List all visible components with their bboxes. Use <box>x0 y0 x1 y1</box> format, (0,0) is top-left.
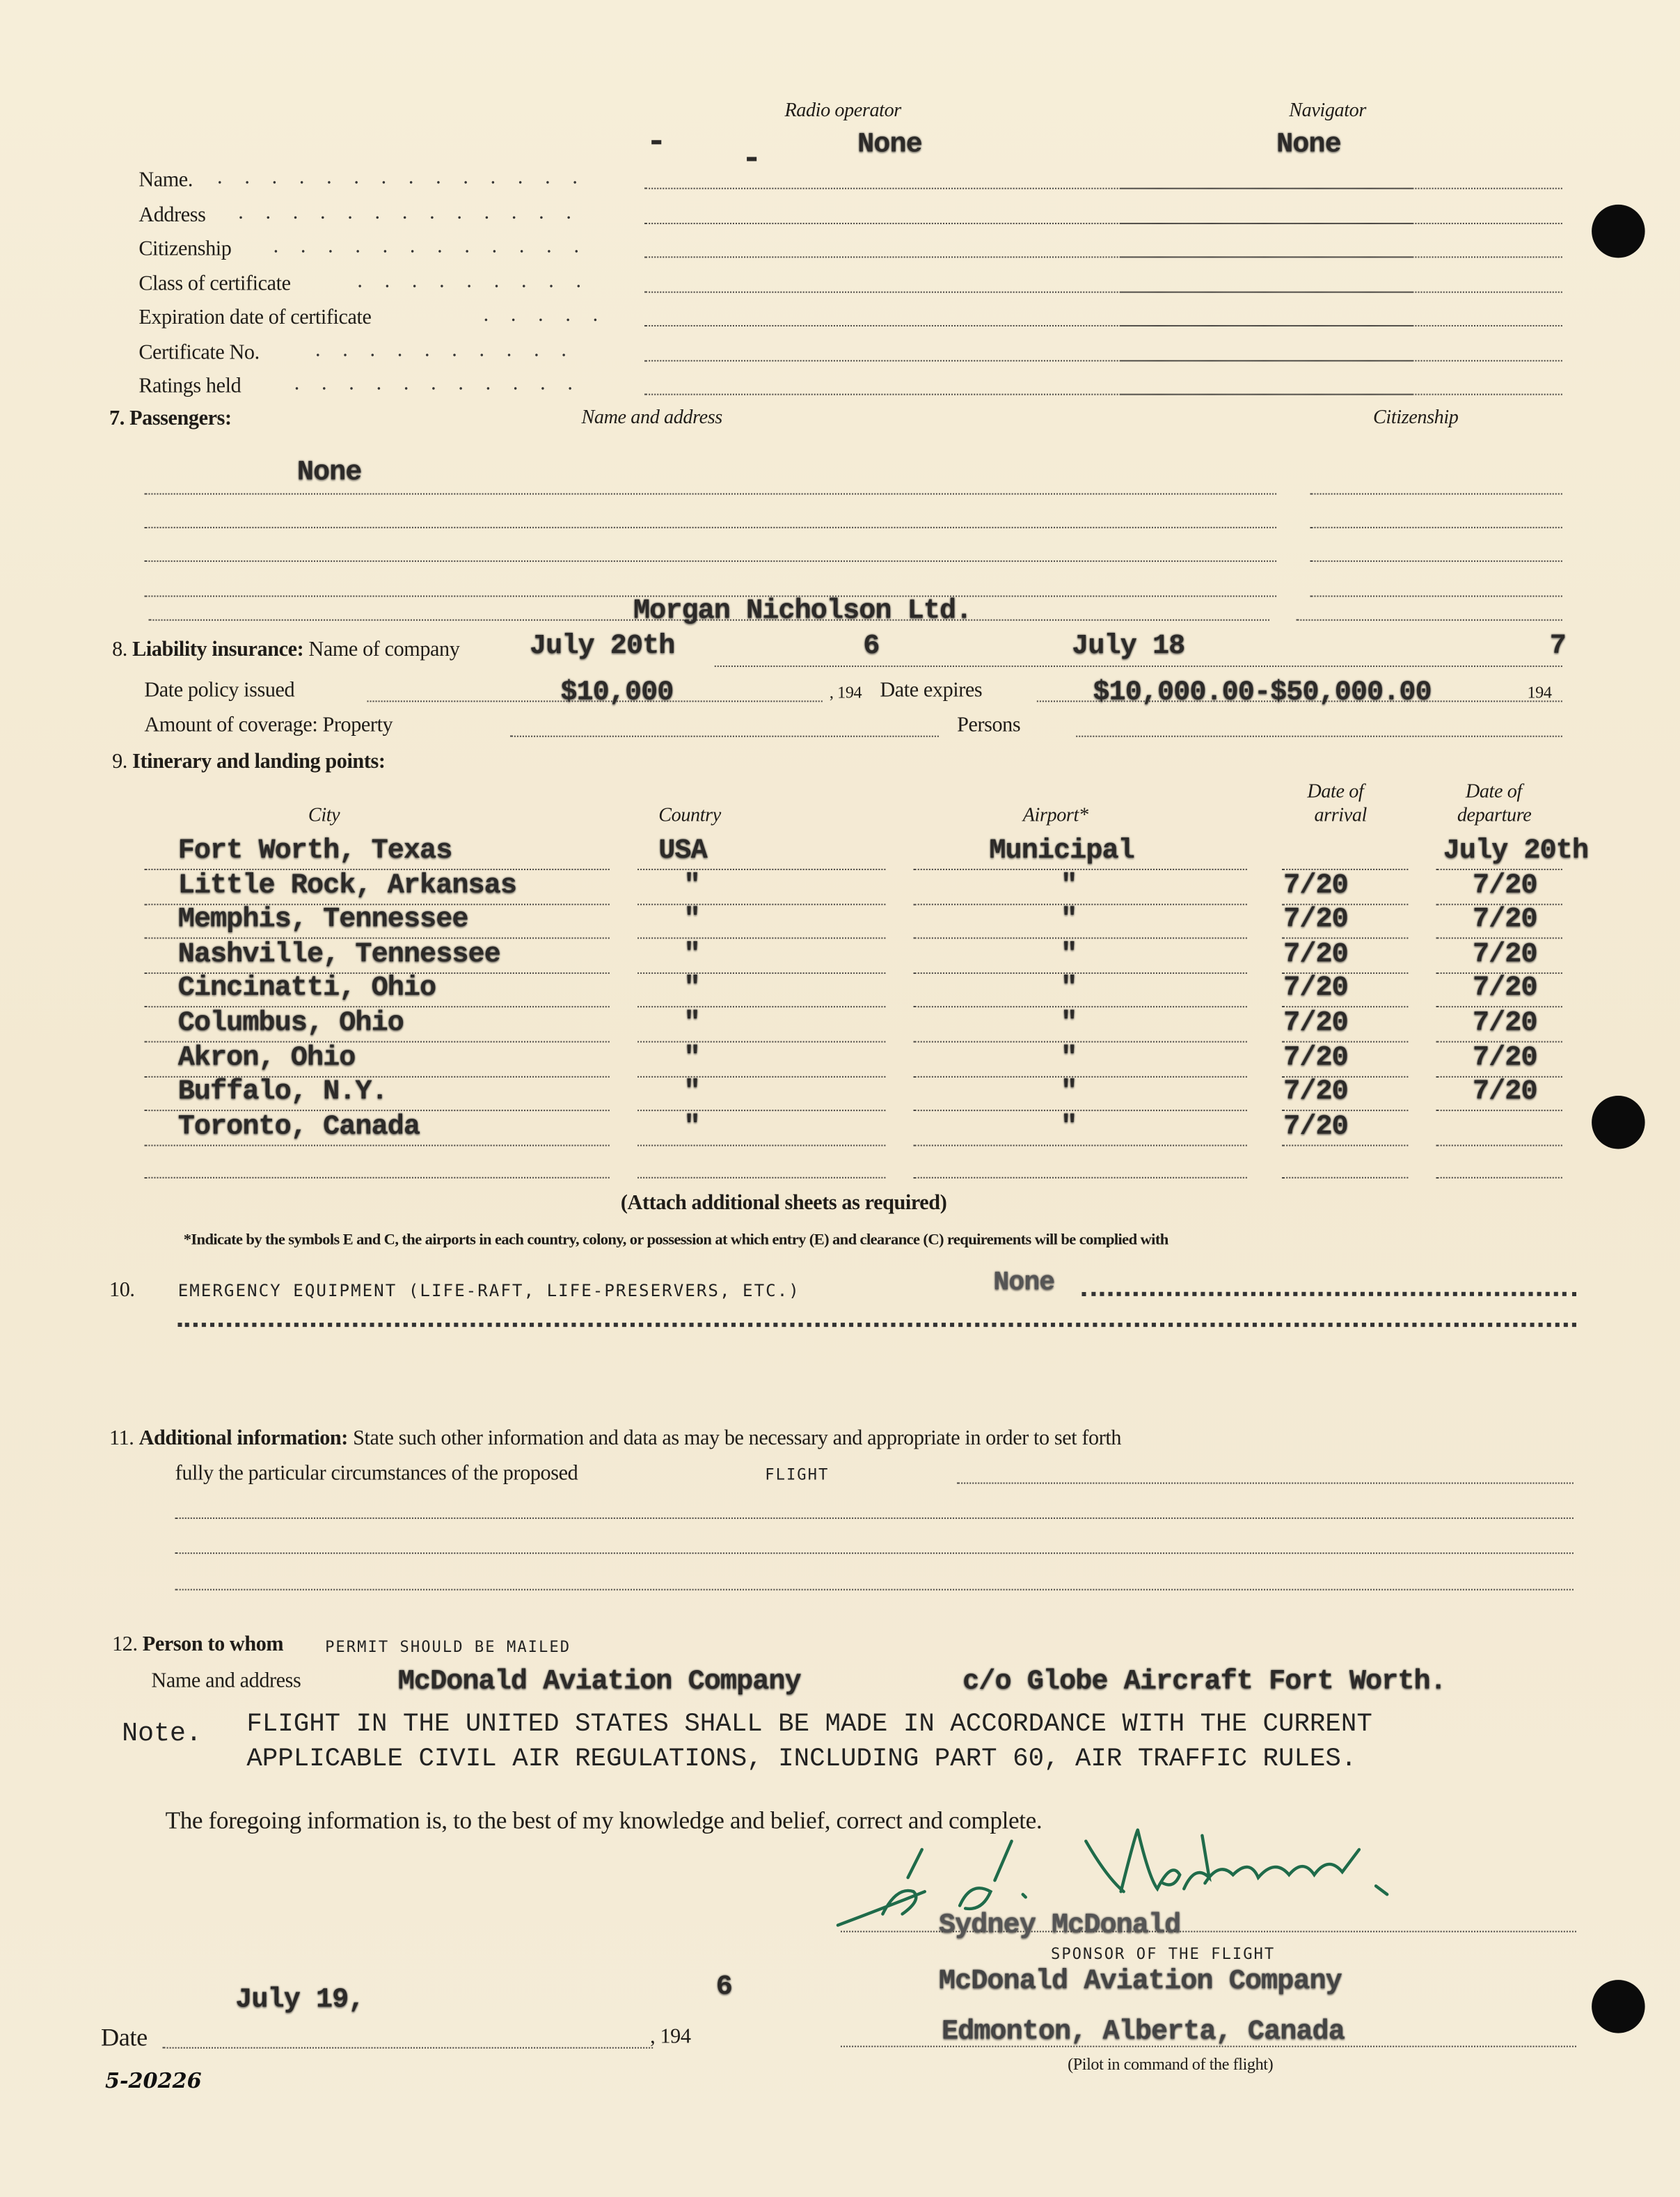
itinerary-city: Little Rock, Arkansas <box>177 869 516 902</box>
passengers-value: None <box>296 457 362 489</box>
section-title: Itinerary and landing points: <box>132 750 386 774</box>
navigator-field-line <box>1121 325 1562 326</box>
pilot-line <box>841 2046 1576 2047</box>
punch-hole <box>1592 205 1645 258</box>
emergency-equipment-label: EMERGENCY EQUIPMENT (LIFE-RAFT, LIFE-PRESERVERS, ETC.) <box>177 1280 800 1300</box>
airport-line <box>914 972 1247 973</box>
itinerary-country: USA <box>658 835 707 867</box>
passengers-label <box>109 408 232 432</box>
passenger-name-line <box>144 527 1276 528</box>
sponsor-company: McDonald Aviation Company <box>938 1965 1342 1999</box>
section-number: 7. <box>109 407 125 430</box>
itinerary-arrival: 7/20 <box>1283 904 1348 936</box>
itinerary-airport: " <box>1061 1110 1077 1144</box>
certification-statement: The foregoing information is, to the best of my knowledge and belief, correct and complete. <box>165 1806 1043 1834</box>
itinerary-city: Toronto, Canada <box>177 1110 420 1144</box>
additional-info-typed: FLIGHT <box>765 1465 830 1484</box>
passenger-name-line <box>144 560 1276 562</box>
year-expires-prefix: 194 <box>1527 682 1552 702</box>
itinerary-city: Fort Worth, Texas <box>177 835 452 867</box>
emergency-line-2 <box>178 1323 1576 1327</box>
itinerary-departure: 7/20 <box>1472 869 1537 902</box>
arrival-header-line2: arrival <box>1314 805 1367 827</box>
property-line <box>510 736 939 737</box>
section-number: 11. <box>109 1428 134 1451</box>
departure-header-line1: Date of <box>1465 782 1522 803</box>
persons-label: Persons <box>957 714 1021 737</box>
stray-mark <box>651 140 661 144</box>
country-line <box>637 1076 885 1077</box>
additional-line <box>957 1483 1574 1484</box>
insurance-line <box>715 666 1562 667</box>
airport-line <box>914 1144 1247 1146</box>
additional-line <box>175 1589 1574 1591</box>
country-line <box>637 1007 885 1008</box>
itinerary-arrival: 7/20 <box>1283 869 1348 902</box>
section-number: 12. <box>112 1633 138 1657</box>
passenger-name-line <box>144 494 1276 495</box>
passenger-citizenship-line <box>1310 595 1562 597</box>
itinerary-airport: " <box>1061 1007 1077 1040</box>
date-line <box>163 2047 653 2049</box>
airport-line <box>914 1110 1247 1112</box>
additional-info-line-2: fully the particular circumstances of the proposed <box>175 1463 578 1486</box>
airport-header: Airport* <box>1022 805 1088 827</box>
passenger-citizenship-line <box>1310 527 1562 528</box>
permit-label <box>112 1634 283 1657</box>
itinerary-airport: " <box>1061 1076 1077 1109</box>
itinerary-country: " <box>683 869 700 902</box>
itinerary-departure: 7/20 <box>1472 938 1537 971</box>
itinerary-departure: 7/20 <box>1472 1076 1537 1109</box>
airport-footnote: *Indicate by the symbols E and C, the airports in each country, colony, or possession at which entry (E) and clearance (C) requirements will be complied with <box>183 1231 1168 1249</box>
itinerary-country: " <box>683 972 700 1005</box>
section-title: Liability insurance: <box>132 638 304 662</box>
itinerary-arrival: 7/20 <box>1283 1110 1348 1144</box>
pilot-caption: (Pilot in command of the flight) <box>1068 2054 1274 2074</box>
itinerary-country: " <box>683 1041 700 1074</box>
departure-line <box>1436 1110 1562 1112</box>
itinerary-departure: 7/20 <box>1472 972 1537 1005</box>
section-title: Passengers: <box>129 407 232 430</box>
country-line <box>637 1177 885 1179</box>
company-line-2 <box>1296 620 1562 621</box>
itinerary-country: " <box>683 904 700 936</box>
permit-recipient-address: c/o Globe Aircraft Fort Worth. <box>962 1666 1446 1699</box>
date-expires: July 18 <box>1072 630 1185 663</box>
country-line <box>637 1144 885 1146</box>
city-line <box>144 1177 609 1179</box>
passenger-citizenship-line <box>1310 560 1562 562</box>
section-title: Additional information: <box>138 1428 348 1451</box>
airport-line <box>914 938 1247 939</box>
permit-typed-label: PERMIT SHOULD BE MAILED <box>325 1637 571 1657</box>
additional-line <box>175 1552 1574 1554</box>
itinerary-country: " <box>683 1110 700 1144</box>
departure-line <box>1436 1177 1562 1179</box>
coverage-label: Amount of coverage: Property <box>144 714 393 737</box>
date-year-digit: 6 <box>715 1971 732 2004</box>
sponsor-role: SPONSOR OF THE FLIGHT <box>1050 1944 1276 1963</box>
dot-leader: . . . . . . . . . . <box>315 338 575 361</box>
navigator-field-line <box>1121 359 1562 361</box>
itinerary-departure: 7/20 <box>1472 1007 1537 1040</box>
date-policy-issued-label: Date policy issued <box>144 679 295 702</box>
passengers-name-header: Name and address <box>581 407 722 429</box>
section-number: 10. <box>109 1279 135 1302</box>
year-expires-digit: 7 <box>1549 630 1566 663</box>
itinerary-city: Akron, Ohio <box>177 1041 356 1074</box>
file-number: 5-20226 <box>104 2068 202 2094</box>
itinerary-city: Buffalo, N.Y. <box>177 1076 388 1109</box>
additional-info-line-1 <box>109 1428 1121 1451</box>
date-value: July 19, <box>235 1984 365 2017</box>
passenger-citizenship-line <box>1310 494 1562 495</box>
punch-hole <box>1592 1096 1645 1149</box>
punch-hole <box>1592 1980 1645 2033</box>
company-name-label: Name of company <box>308 638 460 662</box>
crew-field-label: Citizenship <box>138 238 232 261</box>
itinerary-city: Columbus, Ohio <box>177 1007 404 1040</box>
itinerary-city: Nashville, Tennessee <box>177 938 500 971</box>
city-header: City <box>308 805 340 827</box>
date-policy-issued: July 20th <box>530 630 675 663</box>
emergency-line <box>1081 1292 1576 1296</box>
airport-line <box>914 1007 1247 1008</box>
navigator-value: None <box>1276 129 1341 162</box>
note-line-2: APPLICABLE CIVIL AIR REGULATIONS, INCLUDING PART 60, AIR TRAFFIC RULES. <box>246 1744 1357 1774</box>
itinerary-arrival: 7/20 <box>1283 972 1348 1005</box>
itinerary-arrival: 7/20 <box>1283 938 1348 971</box>
dot-leader: . . . . . . . . . . . <box>294 372 582 395</box>
sponsor-name: Sydney McDonald <box>938 1909 1181 1942</box>
persons-line <box>1076 736 1562 737</box>
section-number: 9. <box>112 750 127 774</box>
itinerary-airport: " <box>1061 938 1077 971</box>
additional-line <box>175 1518 1574 1519</box>
itinerary-city: Cincinatti, Ohio <box>177 972 436 1005</box>
radio-operator-value: None <box>857 129 922 162</box>
itinerary-departure: 7/20 <box>1472 904 1537 936</box>
additional-info-instructions: State such other information and data as may be necessary and appropriate in order to set forth <box>353 1428 1122 1451</box>
dot-leader: . . . . . <box>483 304 607 326</box>
radio-operator-header: Radio operator <box>784 100 901 123</box>
crew-field-label: Certificate No. <box>138 341 260 364</box>
note-line-1: FLIGHT IN THE UNITED STATES SHALL BE MADE IN ACCORDANCE WITH THE CURRENT <box>246 1709 1372 1739</box>
date-expires-label: Date expires <box>880 679 983 702</box>
departure-header-line2: departure <box>1457 805 1532 827</box>
itinerary-label <box>112 751 385 775</box>
airport-line <box>914 869 1247 870</box>
itinerary-arrival: 7/20 <box>1283 1076 1348 1109</box>
itinerary-country: " <box>683 1007 700 1040</box>
permit-recipient-name: McDonald Aviation Company <box>397 1666 801 1699</box>
stray-mark <box>747 157 756 161</box>
crew-field-label: Name. <box>138 169 193 192</box>
insurance-label <box>112 639 459 663</box>
insurance-company: Morgan Nicholson Ltd. <box>633 595 972 628</box>
date-label: Date <box>100 2023 148 2052</box>
country-line <box>637 869 885 870</box>
attach-note: (Attach additional sheets as required) <box>620 1192 947 1215</box>
country-line <box>637 903 885 904</box>
country-line <box>637 1110 885 1112</box>
itinerary-airport: " <box>1061 869 1077 902</box>
itinerary-city: Memphis, Tennessee <box>177 904 468 936</box>
navigator-field-line <box>1121 222 1562 223</box>
note-label: Note. <box>122 1717 202 1749</box>
navigator-field-line <box>1121 188 1562 189</box>
itinerary-airport: " <box>1061 972 1077 1005</box>
dot-leader: . . . . . . . . . . . . . <box>238 200 580 224</box>
crew-field-label: Class of certificate <box>138 272 291 295</box>
itinerary-arrival: 7/20 <box>1283 1007 1348 1040</box>
arrival-line <box>1282 1144 1408 1146</box>
section-number: 8. <box>112 638 127 662</box>
dot-leader: . . . . . . . . . . . . <box>273 235 588 258</box>
itinerary-departure: 7/20 <box>1472 1041 1537 1074</box>
persons-coverage-amount: $10,000.00-$50,000.00 <box>1093 677 1432 709</box>
emergency-equipment-value: None <box>993 1266 1055 1298</box>
country-line <box>637 972 885 973</box>
section-title: Person to whom <box>142 1633 284 1657</box>
itinerary-country: " <box>683 1076 700 1109</box>
arrival-line <box>1282 1177 1408 1179</box>
navigator-field-line <box>1121 291 1562 292</box>
navigator-field-line <box>1121 394 1562 395</box>
navigator-header: Navigator <box>1289 100 1366 123</box>
year-issued-digit: 6 <box>863 630 880 663</box>
airport-line <box>914 903 1247 904</box>
name-address-label: Name and address <box>151 1670 301 1693</box>
country-line <box>637 1041 885 1043</box>
crew-field-label: Expiration date of certificate <box>138 306 372 330</box>
city-line <box>144 1144 609 1146</box>
airport-line <box>914 1041 1247 1043</box>
itinerary-airport: " <box>1061 1041 1077 1074</box>
passengers-citizenship-header: Citizenship <box>1373 407 1459 429</box>
itinerary-departure: July 20th <box>1443 835 1589 867</box>
itinerary-country: " <box>683 938 700 971</box>
crew-field-label: Address <box>138 203 206 227</box>
itinerary-airport: Municipal <box>989 835 1134 867</box>
itinerary-airport: " <box>1061 904 1077 936</box>
dot-leader: . . . . . . . . . . . . . . <box>217 166 587 189</box>
country-line <box>637 938 885 939</box>
property-coverage-amount: $10,000 <box>560 677 674 709</box>
arrival-header-line1: Date of <box>1307 782 1364 803</box>
airport-line <box>914 1177 1247 1179</box>
dot-leader: . . . . . . . . . <box>357 269 590 292</box>
airport-line <box>914 1076 1247 1077</box>
itinerary-arrival: 7/20 <box>1283 1041 1348 1074</box>
date-year-prefix: , 194 <box>650 2026 691 2049</box>
departure-line <box>1436 1144 1562 1146</box>
crew-field-label: Ratings held <box>138 375 241 398</box>
sponsor-location: Edmonton, Alberta, Canada <box>941 2016 1345 2049</box>
navigator-field-line <box>1121 256 1562 258</box>
year-issued-prefix: , 194 <box>829 682 862 702</box>
country-header: Country <box>658 805 721 827</box>
